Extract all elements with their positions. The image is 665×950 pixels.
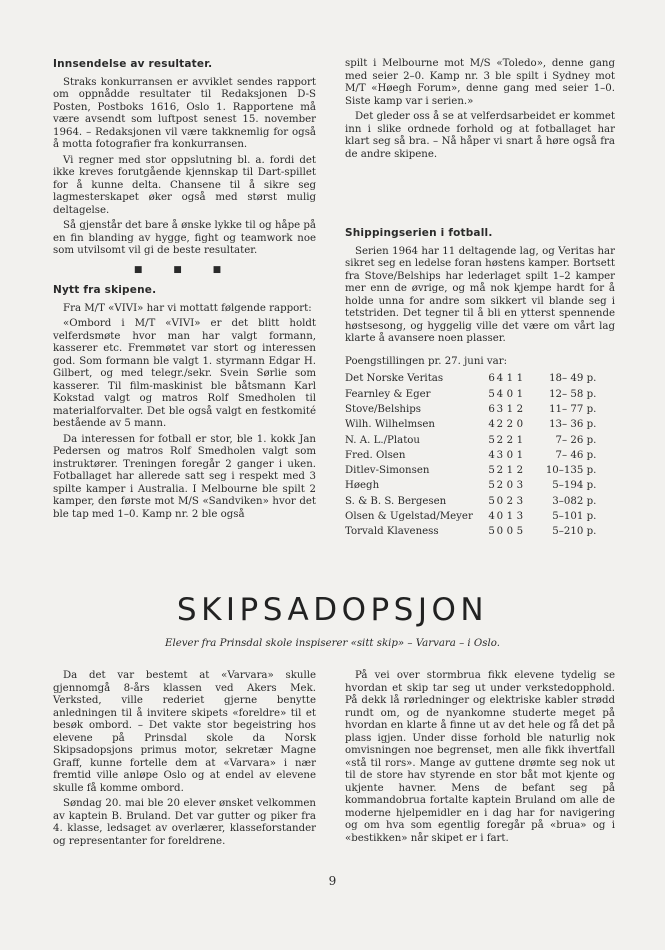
paragraph: Søndag 20. mai ble 20 elever ønsket velkommen av kaptein B. Bruland. Det var gutter og piker fra 4. klasse, ledsaget av overlærer, klasseforstander og representanter for foreldrene. [53,798,316,847]
points-cell: 8 p. [576,388,597,400]
wins-cell: 0 [496,511,504,523]
paragraph: Så gjenstår det bare å ønske lykke til og håpe på en fin blanding av hygge, fight og teamwork noe som utvilsomt vil gi de beste resultater. [53,220,316,256]
goals-cell: 13– 3 [549,419,577,431]
right-column [345,58,615,540]
points-cell: 6 p. [576,434,597,446]
draws-cell: 0 [506,526,514,538]
standings-table [345,372,645,540]
heading-football-series: Shippingserien i fotball. [345,227,493,239]
article-right-column [345,670,615,848]
wins-cell: 2 [496,434,504,446]
wins-cell: 0 [496,495,504,507]
paragraph: Straks konkurransen er avviklet sendes rapport om oppnådde resultater til Redaksjonen D-S Posten, Postboks 1616, Oslo 1. Rapportene må være avsendt som luftpost senest 15. november 1964. – Redaksjonen vil være takknemlig for også å motta fotografier fra konkurransen. [53,76,316,150]
goals-cell: 18– 4 [549,373,577,385]
table-row [345,525,645,540]
paragraph: På vei over stormbrua fikk elevene tydelig se hvordan et skip tar seg ut under verkstedopphold. På dekk lå rørledninger og elektriske kabler strødd rundt om, og de nyankomne studerte meget på hvordan en klarte å finne ut av det hele og få det på plass igjen. Under disse forhold ble naturlig nok omvisningen noe begrenset, men alle fikk ihvertfall «stå til rors». Mange av guttene drømte seg nok ut til de store hav styrende en stor båt mot kjente og ukjente havner. Mens de befant seg på kommandobrua fortalte kaptein Bruland om alle de moderne hjelpemidler en i dag har for navigering og om hva som egentlig foregår på «brua» og i «bestikken» når skipet er i fart. [345,670,615,844]
points-cell: 9 p. [576,373,597,385]
losses-cell: 0 [516,419,524,431]
wins-cell: 4 [496,388,504,400]
points-cell: 1 p. [576,511,597,523]
goals-cell: 11– 7 [549,403,577,415]
goals-cell: 7– 4 [555,449,577,461]
goals-cell: 3–08 [552,495,577,507]
paragraph: spilt i Melbourne mot M/S «Toledo», denne gang med seier 2–0. Kamp nr. 3 ble spilt i Sydney mot M/T «Høegh Forum», denne gang med seier 1–0. Siste kamp var i serien.» [345,58,615,107]
draws-cell: 1 [506,403,514,415]
paragraph: Vi regner med stor oppslutning bl. a. fordi det ikke kreves forutgående kjennskap til Dart-spillet for å kunne delta. Chansene til å sikre seg lagmesterskapet øker også med størst mulig deltagelse. [53,154,316,216]
team-name-cell: Olsen & Ugelstad/Meyer [345,511,473,523]
wins-cell: 2 [496,480,504,492]
team-name-cell: Wilh. Wilhelmsen [345,419,435,431]
losses-cell: 1 [516,373,524,385]
team-name-cell: Det Norske Veritas [345,373,444,385]
wins-cell: 3 [496,449,504,461]
goals-cell: 7– 2 [555,434,577,446]
points-cell: 5 p. [576,465,597,477]
team-name-cell: Høegh [345,480,380,492]
wins-cell: 3 [496,403,504,415]
games-played-cell: 4 [488,511,495,523]
table-row [345,448,645,463]
games-played-cell: 5 [488,495,495,507]
article-subtitle: Elever fra Prinsdal skole inspiserer «sitt skip» – Varvara – i Oslo. [165,638,500,649]
games-played-cell: 5 [488,480,495,492]
team-name-cell: Fearnley & Eger [345,388,431,400]
goals-cell: 12– 5 [549,388,577,400]
draws-cell: 1 [506,373,514,385]
points-cell: 4 p. [576,480,597,492]
table-row [345,418,645,433]
goals-cell: 10–13 [545,465,577,477]
points-cell: 6 p. [576,449,597,461]
wins-cell: 2 [496,419,504,431]
team-name-cell: Torvald Klaveness [345,526,439,538]
wins-cell: 2 [496,465,504,477]
draws-cell: 0 [506,480,514,492]
paragraph: Da interessen for fotball er stor, ble 1. kokk Jan Pedersen og matros Rolf Smedholen valgt som instruktører. Treningen foregår 2 ganger i uken. Fotballaget har allerede satt seg i respekt med 3 spilte kamper i Australia. I Melbourne ble spilt 2 kamper, den første mot M/S «Sandviken» hvor det ble tap med 1–0. Kamp nr. 2 ble også [53,433,316,520]
paragraph: Serien 1964 har 11 deltagende lag, og Veritas har sikret seg en ledelse foran høstens kamper. Bortsett fra Stove/Belships har lederlaget spilt 1–2 kamper mer enn de øvrige, og må nok kjempe hardt for å holde unna for andre som sikkert vil blande seg i tetstriden. Det tegner til å bli en ytterst spennende høstsesong, og hyggelig ville det være om vårt lag klarte å avansere noen plasser. [345,245,615,344]
draws-cell: 2 [506,495,514,507]
team-name-cell: Ditlev-Simonsen [345,465,430,477]
points-cell: 6 p. [576,419,597,431]
games-played-cell: 5 [488,388,495,400]
draws-cell: 2 [506,419,514,431]
points-cell: 2 p. [576,495,597,507]
games-played-cell: 6 [488,373,495,385]
paragraph: Det gleder oss å se at velferdsarbeidet er kommet inn i slike ordnede forhold og at fotballaget har klart seg så bra. – Nå håper vi snart å høre også fra de andre skipene. [345,111,615,160]
games-played-cell: 5 [488,434,495,446]
team-name-cell: S. & B. S. Bergesen [345,495,447,507]
goals-cell: 5–10 [552,511,577,523]
losses-cell: 3 [516,511,524,523]
losses-cell: 1 [516,388,524,400]
draws-cell: 1 [506,511,514,523]
games-played-cell: 4 [488,419,495,431]
wins-cell: 0 [496,526,504,538]
team-name-cell: Fred. Olsen [345,449,406,461]
team-name-cell: Stove/Belships [345,403,421,415]
team-name-cell: N. A. L./Platou [345,434,420,446]
paragraph: Fra M/T «VIVI» har vi mottatt følgende rapport: [63,302,312,314]
paragraph: «Ombord i M/T «VIVI» er det blitt holdt velferdsmøte hvor man har valgt formann, kasserer etc. Fremmøtet var stort og interessen god. Som formann ble valgt 1. styrmann Edgar H. Gilbert, og med telegr./sekr. Svein Sørlie som kasserer. Til film-maskinist ble båtsmann Karl Kokstad valgt og matros Rolf Smedholen til materialforvalter. Det ble også valgt en festkomité bestående av 5 mann. [53,318,316,429]
draws-cell: 0 [506,388,514,400]
losses-cell: 2 [516,465,524,477]
games-played-cell: 5 [488,465,495,477]
table-row [345,387,645,402]
losses-cell: 1 [516,449,524,461]
table-row [345,464,645,479]
standings-intro: Poengstillingen pr. 27. juni var: [345,355,508,367]
heading-results: Innsendelse av resultater. [53,58,213,70]
points-cell: 0 p. [576,526,597,538]
draws-cell: 2 [506,434,514,446]
table-row [345,494,645,509]
goals-cell: 5–19 [552,480,577,492]
table-row [345,372,645,387]
draws-cell: 0 [506,449,514,461]
table-row [345,403,645,418]
paragraph: Da det var bestemt at «Varvara» skulle gjennomgå 8-års klassen ved Akers Mek. Verksted, ville rederiet gjerne benytte anledningen til å invitere skipets «foreldre» til et besøk ombord. – Det vakte stor begeistring hos elevene på Prinsdal skole da Norsk Skipsadopsjons primus motor, sekretær Magne Graff, kunne fortelle dem at «Varvara» i nær fremtid ville anløpe Oslo og at endel av elevene skulle få komme ombord. [53,670,316,794]
goals-cell: 5–21 [552,526,577,538]
games-played-cell: 5 [488,526,495,538]
draws-cell: 1 [506,465,514,477]
losses-cell: 3 [516,495,524,507]
table-row [345,510,645,525]
table-row [345,433,645,448]
article-left-column [53,670,316,851]
losses-cell: 2 [516,403,524,415]
table-row [345,479,645,494]
page-number: 9 [328,874,337,888]
points-cell: 7 p. [576,403,597,415]
section-separator: ■ ■ ■ [133,264,236,275]
losses-cell: 3 [516,480,524,492]
article-title: SKIPSADOPSJON [176,592,489,628]
wins-cell: 4 [496,373,504,385]
left-column [53,58,316,524]
games-played-cell: 4 [488,449,495,461]
heading-ships: Nytt fra skipene. [53,284,157,296]
losses-cell: 5 [516,526,524,538]
games-played-cell: 6 [488,403,495,415]
losses-cell: 1 [516,434,524,446]
